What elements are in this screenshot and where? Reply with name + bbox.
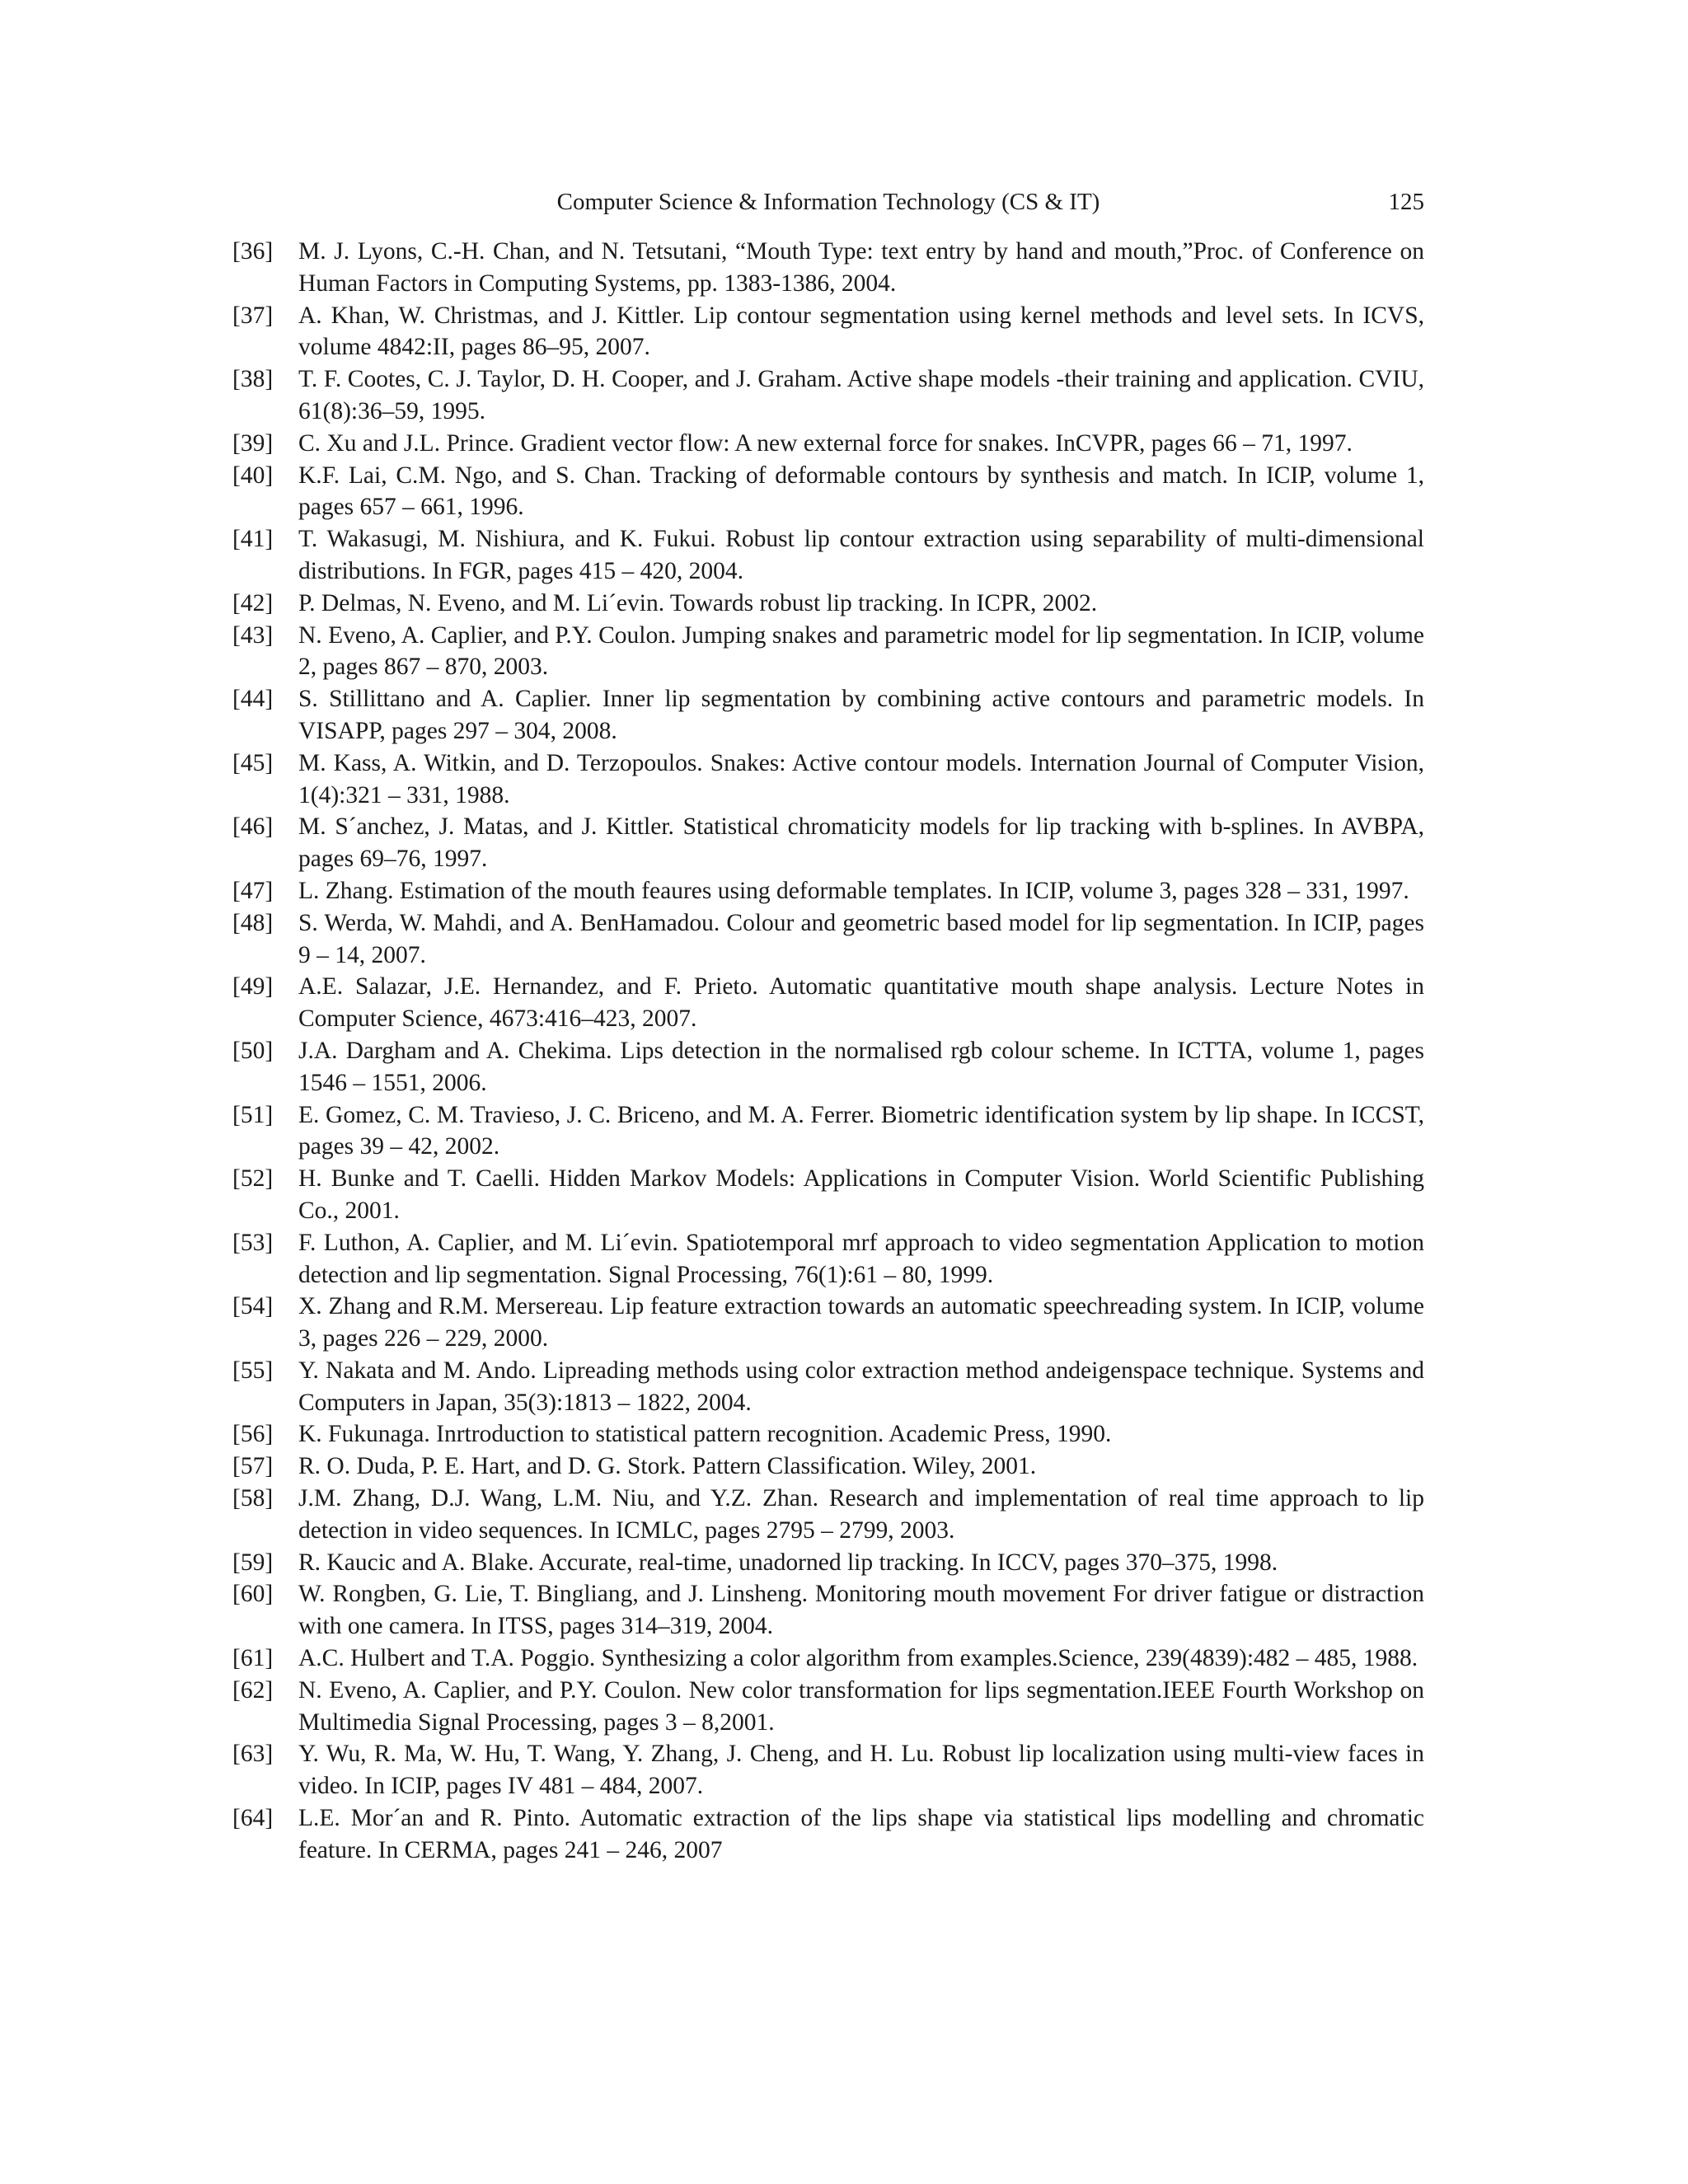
reference-entry [232,1738,1424,1802]
reference-entry [232,1355,1424,1419]
reference-entry [232,748,1424,812]
reference-text: K.F. Lai, C.M. Ngo, and S. Chan. Tracking of deformable contours by synthesis and match. In ICIP, volume 1, pages 657 – 661, 1996. [298,462,1424,521]
reference-text: M. Kass, A. Witkin, and D. Terzopoulos. Snakes: Active contour models. Internation Journal of Computer Vision, 1(4):321 – 331, 1988. [298,749,1424,808]
reference-text: R. O. Duda, P. E. Hart, and D. G. Stork. Pattern Classification. Wiley, 2001. [298,1453,1037,1480]
reference-entry [232,1035,1424,1099]
reference-text: X. Zhang and R.M. Mersereau. Lip feature extraction towards an automatic speechreading system. In ICIP, volume 3, pages 226 – 229, 2000. [298,1293,1424,1352]
reference-text: M. J. Lyons, C.-H. Chan, and N. Tetsutani, “Mouth Type: text entry by hand and mouth,”Proc. of Conference on Human Factors in Computing Systems, pp. 1383-1386, 2004. [298,238,1424,297]
reference-text: S. Werda, W. Mahdi, and A. BenHamadou. Colour and geometric based model for lip segmentation. In ICIP, pages 9 – 14, 2007. [298,909,1424,968]
reference-entry [232,1675,1424,1739]
reference-number: [46] [232,813,274,841]
reference-text: W. Rongben, G. Lie, T. Bingliang, and J. Linsheng. Monitoring mouth movement For driver fatigue or distraction with one camera. In ITSS, pages 314–319, 2004. [298,1581,1424,1640]
reference-entry [232,971,1424,1035]
reference-entry [232,811,1424,875]
reference-text: A. Khan, W. Christmas, and J. Kittler. Lip contour segmentation using kernel methods and level sets. In ICVS, volume 4842:II, pages 86–95, 2007. [298,302,1424,361]
reference-entry [232,236,1424,300]
reference-number: [64] [232,1805,274,1832]
reference-entry [232,428,1424,460]
reference-entry [232,588,1424,620]
reference-entry [232,620,1424,684]
reference-text: S. Stillittano and A. Caplier. Inner lip segmentation by combining active contours and parametric models. In VISAPP, pages 297 – 304, 2008. [298,686,1424,744]
reference-number: [45] [232,749,274,776]
reference-number: [37] [232,302,274,329]
reference-entry [232,1802,1424,1867]
reference-number: [61] [232,1645,274,1672]
reference-entry [232,875,1424,907]
reference-entry [232,1483,1424,1547]
reference-entry [232,1099,1424,1164]
reference-number: [53] [232,1229,274,1256]
reference-text: A.C. Hulbert and T.A. Poggio. Synthesizing a color algorithm from examples.Science, 239(4839):482 – 485, 1988. [298,1645,1418,1672]
page-number: 125 [1388,189,1424,215]
reference-number: [52] [232,1165,274,1193]
reference-entry [232,460,1424,524]
reference-list [232,236,1424,1867]
reference-number: [60] [232,1581,274,1608]
reference-text: T. F. Cootes, C. J. Taylor, D. H. Cooper, and J. Graham. Active shape models -their training and application. CVIU, 61(8):36–59, 1995. [298,366,1424,424]
reference-number: [51] [232,1101,274,1128]
reference-text: L.E. Mor´an and R. Pinto. Automatic extraction of the lips shape via statistical lips modelling and chromatic feature. In CERMA, pages 241 – 246, 2007 [298,1805,1424,1863]
reference-entry [232,683,1424,748]
reference-number: [54] [232,1293,274,1320]
reference-text: L. Zhang. Estimation of the mouth feaures using deformable templates. In ICIP, volume 3, pages 328 – 331, 1997. [298,877,1409,904]
reference-text: C. Xu and J.L. Prince. Gradient vector flow: A new external force for snakes. InCVPR, pages 66 – 71, 1997. [298,429,1353,457]
reference-entry [232,1451,1424,1483]
reference-number: [57] [232,1453,274,1480]
reference-number: [49] [232,973,274,1001]
reference-number: [44] [232,686,274,713]
reference-text: T. Wakasugi, M. Nishiura, and K. Fukui. Robust lip contour extraction using separability of multi-dimensional distributions. In FGR, pages 415 – 420, 2004. [298,526,1424,584]
reference-number: [62] [232,1676,274,1704]
reference-number: [50] [232,1037,274,1064]
reference-text: H. Bunke and T. Caelli. Hidden Markov Models: Applications in Computer Vision. World Scientific Publishing Co., 2001. [298,1165,1424,1224]
reference-number: [38] [232,366,274,393]
reference-entry [232,523,1424,588]
running-header [232,185,1424,218]
reference-text: F. Luthon, A. Caplier, and M. Li´evin. Spatiotemporal mrf approach to video segmentation Application to motion detection and lip segmentation. Signal Processing, 76(1):61 – 80, 1999. [298,1229,1424,1288]
reference-text: J.A. Dargham and A. Chekima. Lips detection in the normalised rgb colour scheme. In ICTTA, volume 1, pages 1546 – 1551, 2006. [298,1037,1424,1096]
reference-number: [48] [232,909,274,936]
reference-number: [63] [232,1741,274,1768]
reference-number: [43] [232,621,274,649]
reference-entry [232,1291,1424,1355]
reference-text: J.M. Zhang, D.J. Wang, L.M. Niu, and Y.Z. Zhan. Research and implementation of real time approach to lip detection in video sequences. In ICMLC, pages 2795 – 2799, 2003. [298,1485,1424,1544]
reference-number: [55] [232,1357,274,1384]
reference-number: [42] [232,589,274,616]
reference-number: [58] [232,1485,274,1512]
reference-text: N. Eveno, A. Caplier, and P.Y. Coulon. New color transformation for lips segmentation.IEEE Fourth Workshop on Multimedia Signal Processing, pages 3 – 8,2001. [298,1676,1424,1736]
reference-entry [232,1418,1424,1451]
reference-entry [232,907,1424,972]
reference-number: [40] [232,462,274,489]
reference-text: R. Kaucic and A. Blake. Accurate, real-time, unadorned lip tracking. In ICCV, pages 370–375, 1998. [298,1549,1278,1576]
reference-text: P. Delmas, N. Eveno, and M. Li´evin. Towards robust lip tracking. In ICPR, 2002. [298,589,1098,616]
reference-number: [36] [232,238,274,265]
reference-number: [41] [232,526,274,553]
reference-entry [232,1578,1424,1643]
reference-text: Y. Wu, R. Ma, W. Hu, T. Wang, Y. Zhang, J. Cheng, and H. Lu. Robust lip localization using multi-view faces in video. In ICIP, pages IV 481 – 484, 2007. [298,1741,1424,1800]
reference-text: N. Eveno, A. Caplier, and P.Y. Coulon. Jumping snakes and parametric model for lip segmentation. In ICIP, volume 2, pages 867 – 870, 2003. [298,621,1424,681]
reference-entry [232,1547,1424,1579]
reference-entry [232,1643,1424,1675]
reference-text: K. Fukunaga. Inrtroduction to statistical pattern recognition. Academic Press, 1990. [298,1421,1112,1448]
reference-text: Y. Nakata and M. Ando. Lipreading methods using color extraction method andeigenspace technique. Systems and Computers in Japan, 35(3):1813 – 1822, 2004. [298,1357,1424,1416]
reference-text: A.E. Salazar, J.E. Hernandez, and F. Prieto. Automatic quantitative mouth shape analysis. Lecture Notes in Computer Science, 4673:416–423, 2007. [298,973,1424,1033]
reference-number: [47] [232,877,274,904]
reference-text: E. Gomez, C. M. Travieso, J. C. Briceno, and M. A. Ferrer. Biometric identification system by lip shape. In ICCST, pages 39 – 42, 2002. [298,1101,1424,1160]
reference-number: [56] [232,1421,274,1448]
reference-entry [232,363,1424,428]
reference-text: M. S´anchez, J. Matas, and J. Kittler. Statistical chromaticity models for lip tracking with b-splines. In AVBPA, pages 69–76, 1997. [298,813,1424,873]
reference-number: [39] [232,429,274,457]
reference-entry [232,300,1424,364]
reference-entry [232,1163,1424,1227]
reference-entry [232,1227,1424,1291]
journal-title: Computer Science & Information Technology (CS & IT) [556,189,1100,215]
reference-number: [59] [232,1549,274,1576]
